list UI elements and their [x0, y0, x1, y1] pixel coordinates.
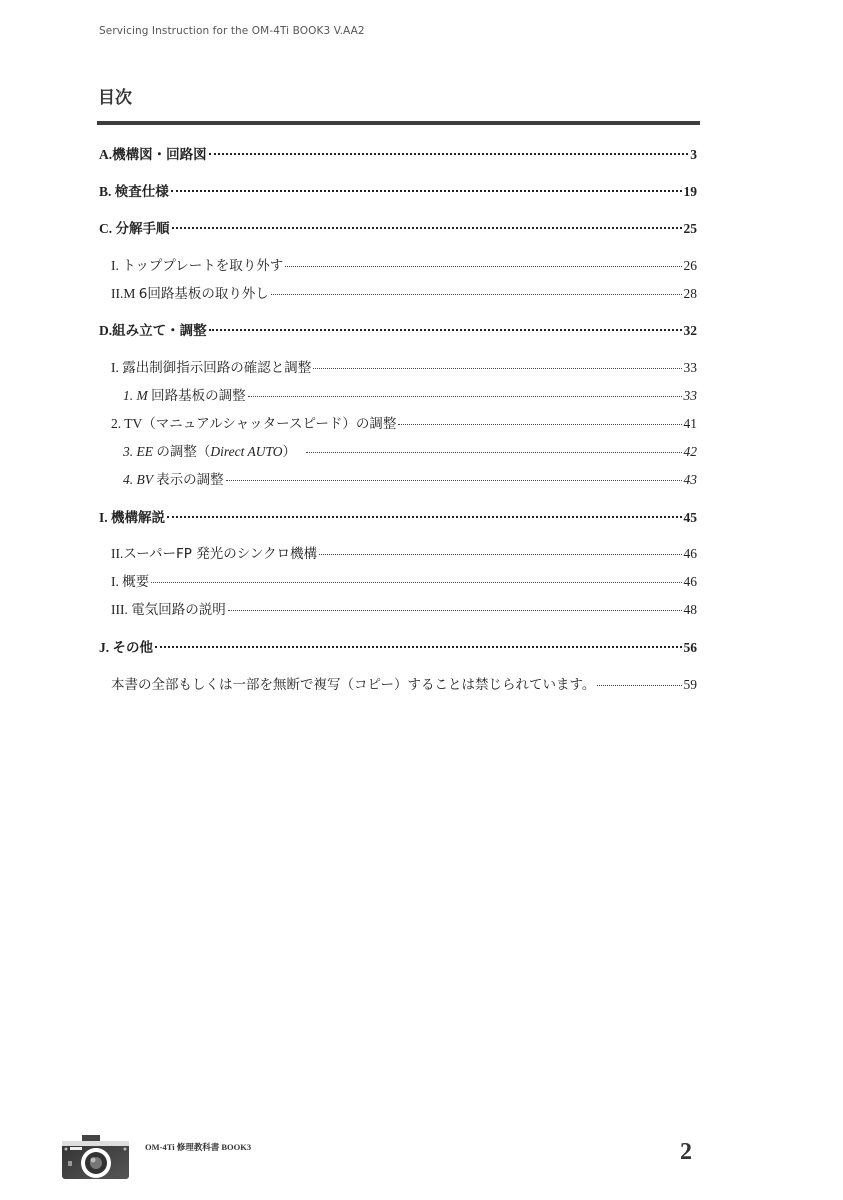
toc-page-number: 46	[683, 574, 697, 589]
toc-entry-i-3[interactable]	[111, 598, 697, 618]
toc-entry-i[interactable]	[99, 506, 697, 526]
toc-page-number: 26	[683, 258, 697, 273]
toc-entry-label: C. 分解手順	[99, 221, 170, 237]
toc-page-number: 48	[683, 602, 697, 617]
toc-entry-label: A.機構図・回路図	[99, 147, 207, 163]
toc-page-number: 41	[683, 416, 697, 431]
dot-leader	[306, 439, 681, 454]
dot-leader	[597, 672, 681, 687]
toc-entry-label: I. 露出制御指示回路の確認と調整	[111, 360, 312, 376]
toc-page-number: 45	[683, 510, 697, 525]
dot-leader	[209, 316, 682, 332]
toc-entry-a[interactable]	[99, 143, 697, 163]
page-number: 2	[680, 1139, 692, 1165]
dot-leader	[248, 383, 682, 398]
toc-entry-d-1-1[interactable]	[123, 384, 697, 404]
toc-entry-copyright-notice[interactable]	[111, 673, 697, 693]
toc-entry-i-2[interactable]	[111, 542, 697, 562]
toc-entry-d-3[interactable]	[123, 440, 697, 460]
toc-entry-d-4[interactable]	[123, 468, 697, 488]
camera-icon	[58, 1133, 133, 1181]
toc-page-number: 3	[690, 147, 697, 162]
toc-entry-label: I. トッププレートを取り外す	[111, 258, 284, 274]
dot-leader	[228, 597, 682, 612]
dot-leader	[209, 140, 689, 156]
toc-entry-d[interactable]	[99, 319, 697, 339]
toc-page-number: 46	[683, 546, 697, 561]
toc-entry-c-2[interactable]	[111, 282, 697, 302]
toc-page-number: 19	[683, 184, 697, 199]
toc-entry-label: II.スーパーFP 発光のシンクロ機構	[111, 546, 318, 562]
toc-entry-c-1[interactable]	[111, 254, 697, 274]
dot-leader	[285, 253, 681, 268]
running-header: Servicing Instruction for the OM-4Ti BOOK3 V.AA2	[99, 25, 365, 37]
toc-entry-j[interactable]	[99, 636, 697, 656]
toc-page-number: 56	[683, 640, 697, 655]
toc-entry-label: 本書の全部もしくは一部を無断で複写（コピー）することは禁じられています。	[111, 677, 596, 693]
toc-entry-d-1[interactable]	[111, 356, 697, 376]
toc-entry-label: D.組み立て・調整	[99, 323, 207, 339]
toc-page-number: 33	[683, 388, 697, 403]
toc-page-number: 25	[683, 221, 697, 236]
dot-leader	[171, 177, 682, 193]
toc-entry-label: B. 検査仕様	[99, 184, 169, 200]
title-rule	[97, 121, 700, 125]
toc-entry-label: I. 概要	[111, 574, 150, 590]
dot-leader	[155, 633, 682, 649]
toc-entry-label: J. その他	[99, 640, 153, 656]
dot-leader	[313, 355, 681, 370]
toc-page-number: 28	[683, 286, 697, 301]
dot-leader	[226, 467, 682, 482]
dot-leader	[319, 541, 681, 556]
toc-entry-label: III. 電気回路の説明	[111, 602, 226, 618]
toc-page-number: 32	[683, 323, 697, 338]
toc-entry-i-1[interactable]	[111, 570, 697, 590]
toc-entry-d-2[interactable]	[111, 412, 697, 432]
toc-entry-b[interactable]	[99, 180, 697, 200]
toc-entry-label: II.M 6回路基板の取り外し	[111, 286, 269, 302]
dot-leader	[172, 214, 682, 230]
page-title: 目次	[98, 88, 132, 108]
toc-entry-label: 4. BV 表示の調整	[123, 472, 224, 488]
toc-page-number: 33	[683, 360, 697, 375]
dot-leader	[398, 411, 681, 426]
dot-leader	[167, 503, 681, 519]
toc-page-number: 59	[683, 677, 697, 692]
toc-entry-label: 1. M 回路基板の調整	[123, 388, 246, 404]
dot-leader	[271, 281, 682, 296]
toc-entry-c[interactable]	[99, 217, 697, 237]
toc-entry-label: 3. EE の調整（Direct AUTO）	[123, 444, 297, 460]
toc-entry-label: I. 機構解説	[99, 510, 166, 526]
toc-page-number: 42	[683, 444, 697, 459]
toc-entry-label: 2. TV（マニュアルシャッタースピード）の調整	[111, 416, 397, 432]
footer-book-title: OM-4Ti 修理教科書 BOOK3	[145, 1142, 252, 1152]
toc-page-number: 43	[683, 472, 697, 487]
dot-leader	[151, 569, 681, 584]
